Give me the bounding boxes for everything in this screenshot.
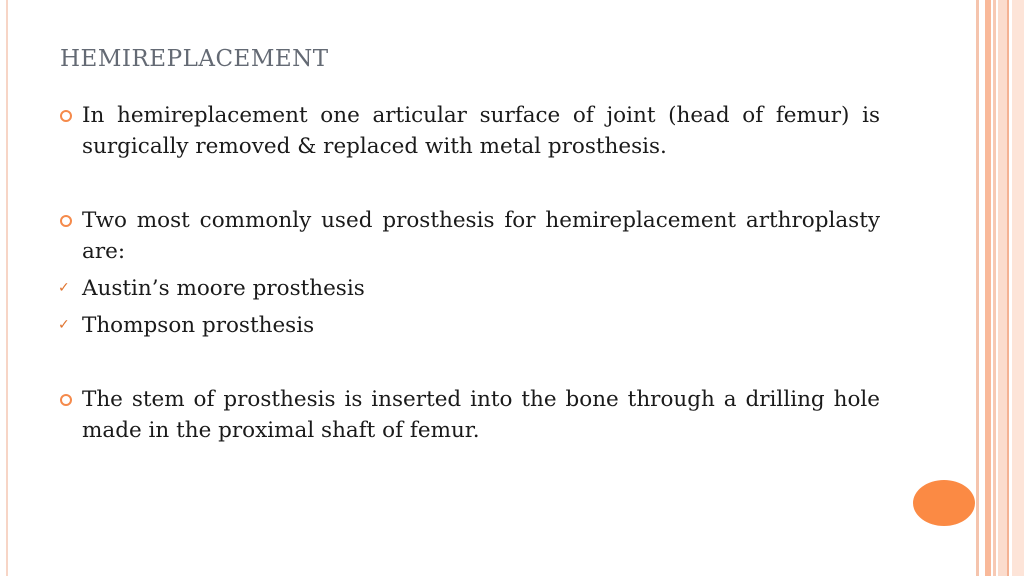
circle-bullet-icon — [60, 215, 72, 227]
right-decorative-stripes — [976, 0, 1024, 576]
circle-bullet-icon — [60, 394, 72, 406]
bullet-point — [60, 205, 880, 267]
check-text: Thompson prosthesis — [82, 313, 315, 338]
checkmark-icon: ✓ — [58, 317, 70, 333]
bullet-text: In hemireplacement one articular surface of joint (head of femur) is surgically removed & replaced with metal prosthesis. — [82, 103, 880, 159]
bullet-point — [60, 384, 880, 446]
bullet-text: Two most commonly used prosthesis for hemireplacement arthroplasty are: — [82, 208, 880, 264]
slide-title: HEMIREPLACEMENT — [60, 46, 329, 72]
check-text: Austin’s moore prosthesis — [82, 276, 365, 301]
bullet-text: The stem of prosthesis is inserted into the bone through a drilling hole made in the proximal shaft of femur. — [82, 387, 880, 443]
stripe — [985, 0, 991, 576]
slide-body — [60, 100, 880, 446]
left-frame-line — [6, 0, 8, 576]
stripe — [1012, 0, 1024, 576]
decorative-orange-circle — [913, 480, 975, 526]
check-item — [60, 273, 880, 304]
stripe — [1007, 0, 1009, 576]
stripe — [993, 0, 996, 576]
stripe — [998, 0, 1007, 576]
circle-bullet-icon — [60, 110, 72, 122]
bullet-point — [60, 100, 880, 162]
checkmark-icon: ✓ — [58, 280, 70, 296]
stripe — [976, 0, 979, 576]
check-item — [60, 310, 880, 341]
